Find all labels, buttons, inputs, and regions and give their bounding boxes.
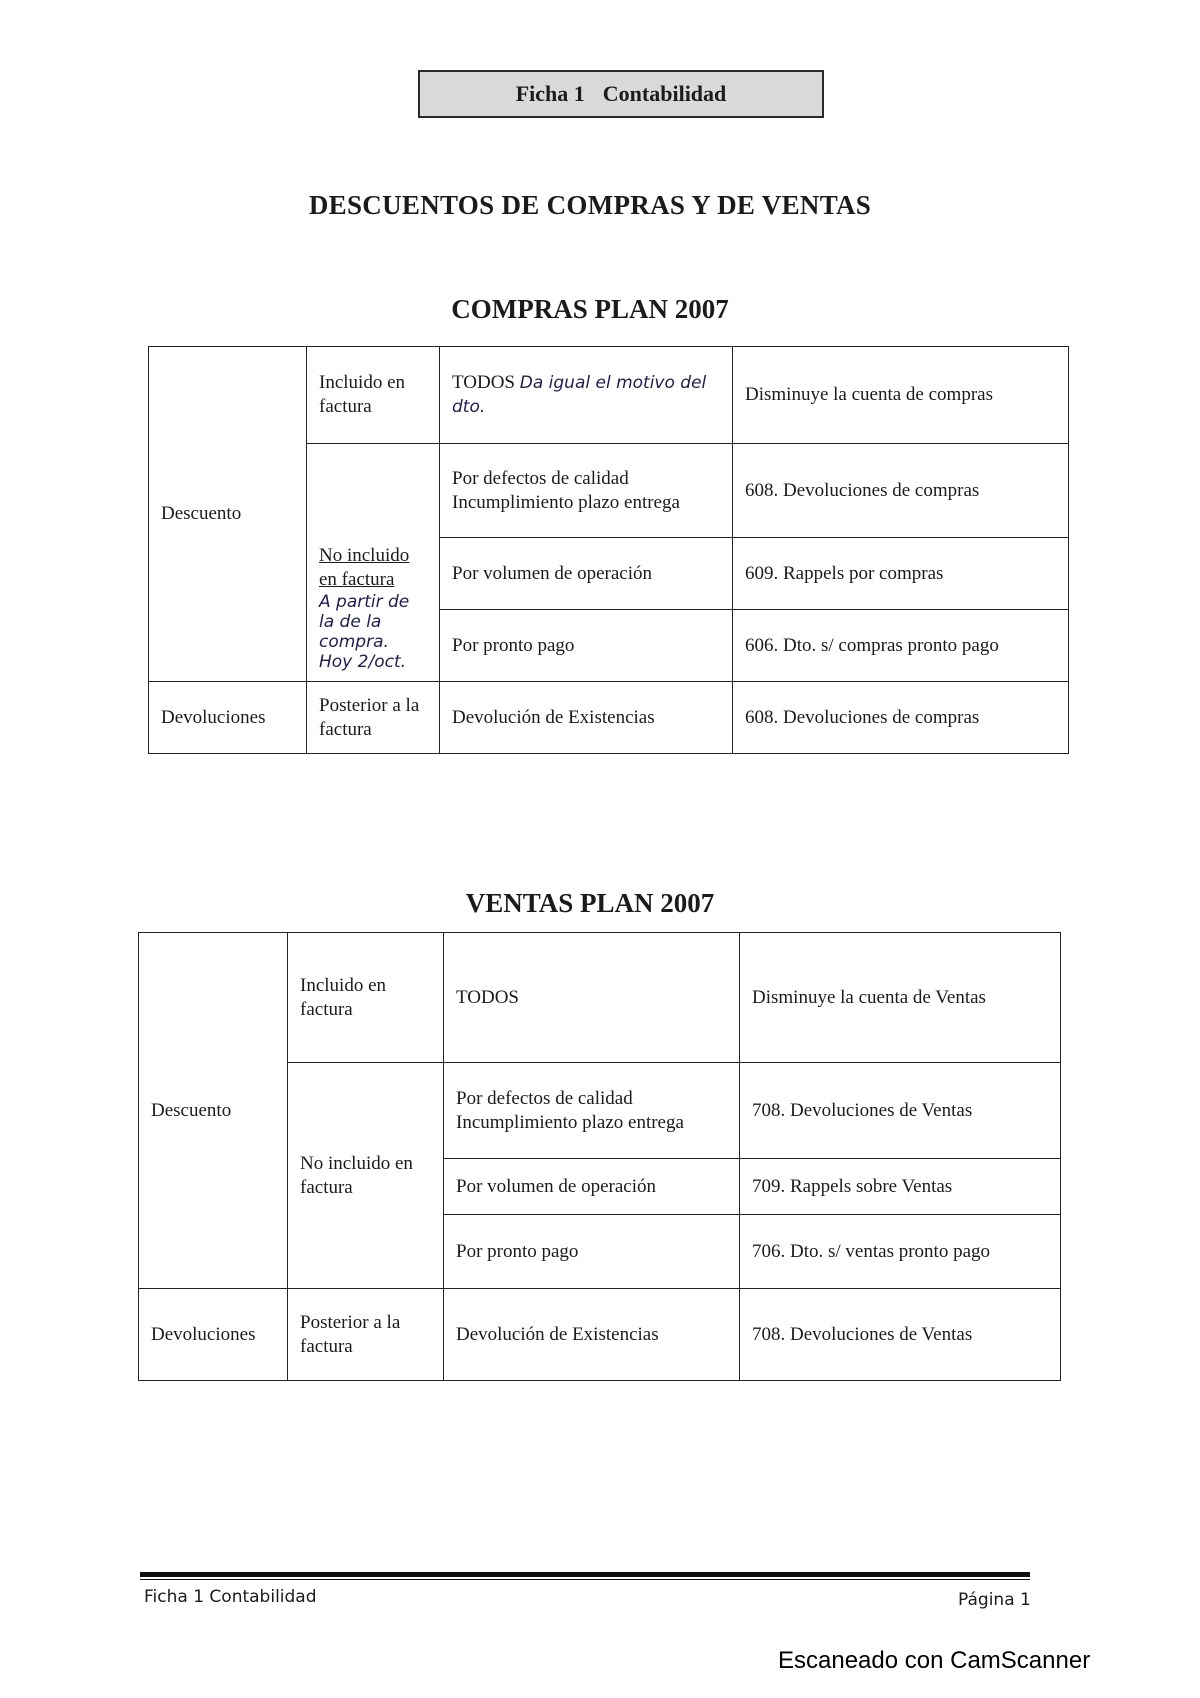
no-incluido-line-1: No incluido	[319, 544, 410, 566]
volumen-cell: Por volumen de operación	[444, 1159, 740, 1215]
todos-label: TODOS	[452, 372, 515, 393]
footer-rule	[140, 1572, 1030, 1577]
todos-cell: TODOS	[444, 933, 740, 1063]
posterior-cell: Posterior a la factura	[307, 682, 440, 754]
pronto-pago-cell: Por pronto pago	[440, 610, 733, 682]
no-incluido-cell: No incluido en factura	[288, 1063, 444, 1289]
result-cell: Disminuye la cuenta de compras	[733, 347, 1069, 444]
devoluciones-cell: Devoluciones	[139, 1289, 288, 1381]
ficha-label: Ficha 1	[515, 81, 585, 106]
subject-label: Contabilidad	[602, 81, 727, 106]
page-number: Página 1	[958, 1590, 1031, 1610]
defectos-line-2: Incumplimiento plazo entrega	[456, 1111, 684, 1133]
descuento-cell: Descuento	[139, 933, 288, 1289]
no-incluido-cell	[307, 444, 440, 682]
defectos-line-2: Incumplimiento plazo entrega	[452, 491, 680, 513]
incluido-cell: Incluido en factura	[307, 347, 440, 444]
defectos-line-1: Por defectos de calidad	[456, 1087, 633, 1109]
result-cell: 708. Devoluciones de Ventas	[740, 1289, 1061, 1381]
handwritten-note-line-3: compra.	[319, 631, 389, 652]
no-incluido-line-2: en factura	[319, 568, 395, 590]
descuento-cell: Descuento	[149, 347, 307, 682]
compras-table	[148, 346, 1069, 754]
result-cell: 606. Dto. s/ compras pronto pago	[733, 610, 1069, 682]
document-title: DESCUENTOS DE COMPRAS Y DE VENTAS	[308, 190, 872, 220]
handwritten-note: Da igual el motivo del dto.	[452, 373, 707, 417]
devoluciones-cell: Devoluciones	[149, 682, 307, 754]
handwritten-note-line-1: A partir de	[319, 591, 410, 612]
table-row	[139, 1289, 1061, 1381]
compras-section-title: COMPRAS PLAN 2007	[451, 294, 729, 324]
result-cell: 608. Devoluciones de compras	[733, 682, 1069, 754]
footer-rule-thin	[140, 1579, 1030, 1580]
devolucion-existencias-cell: Devolución de Existencias	[444, 1289, 740, 1381]
result-cell: 608. Devoluciones de compras	[733, 444, 1069, 538]
posterior-cell: Posterior a la factura	[288, 1289, 444, 1381]
handwritten-note-line-4: Hoy 2/oct.	[319, 651, 407, 672]
result-cell: 706. Dto. s/ ventas pronto pago	[740, 1215, 1061, 1289]
result-cell: 709. Rappels sobre Ventas	[740, 1159, 1061, 1215]
table-row	[139, 933, 1061, 1063]
handwritten-note-line-2: la de la	[319, 611, 382, 632]
incluido-cell: Incluido en factura	[288, 933, 444, 1063]
defectos-line-1: Por defectos de calidad	[452, 467, 629, 489]
ficha-header-box	[418, 70, 824, 118]
defectos-cell	[440, 444, 733, 538]
scanner-watermark: Escaneado con CamScanner	[778, 1647, 1091, 1674]
table-row	[149, 682, 1069, 754]
result-cell: Disminuye la cuenta de Ventas	[740, 933, 1061, 1063]
volumen-cell: Por volumen de operación	[440, 538, 733, 610]
table-row	[149, 347, 1069, 444]
ventas-section-title: VENTAS PLAN 2007	[465, 888, 715, 918]
devolucion-existencias-cell: Devolución de Existencias	[440, 682, 733, 754]
result-cell: 609. Rappels por compras	[733, 538, 1069, 610]
defectos-cell	[444, 1063, 740, 1159]
ventas-table	[138, 932, 1061, 1381]
result-cell: 708. Devoluciones de Ventas	[740, 1063, 1061, 1159]
todos-cell	[440, 347, 733, 444]
pronto-pago-cell: Por pronto pago	[444, 1215, 740, 1289]
footer-left-text: Ficha 1 Contabilidad	[144, 1587, 317, 1607]
